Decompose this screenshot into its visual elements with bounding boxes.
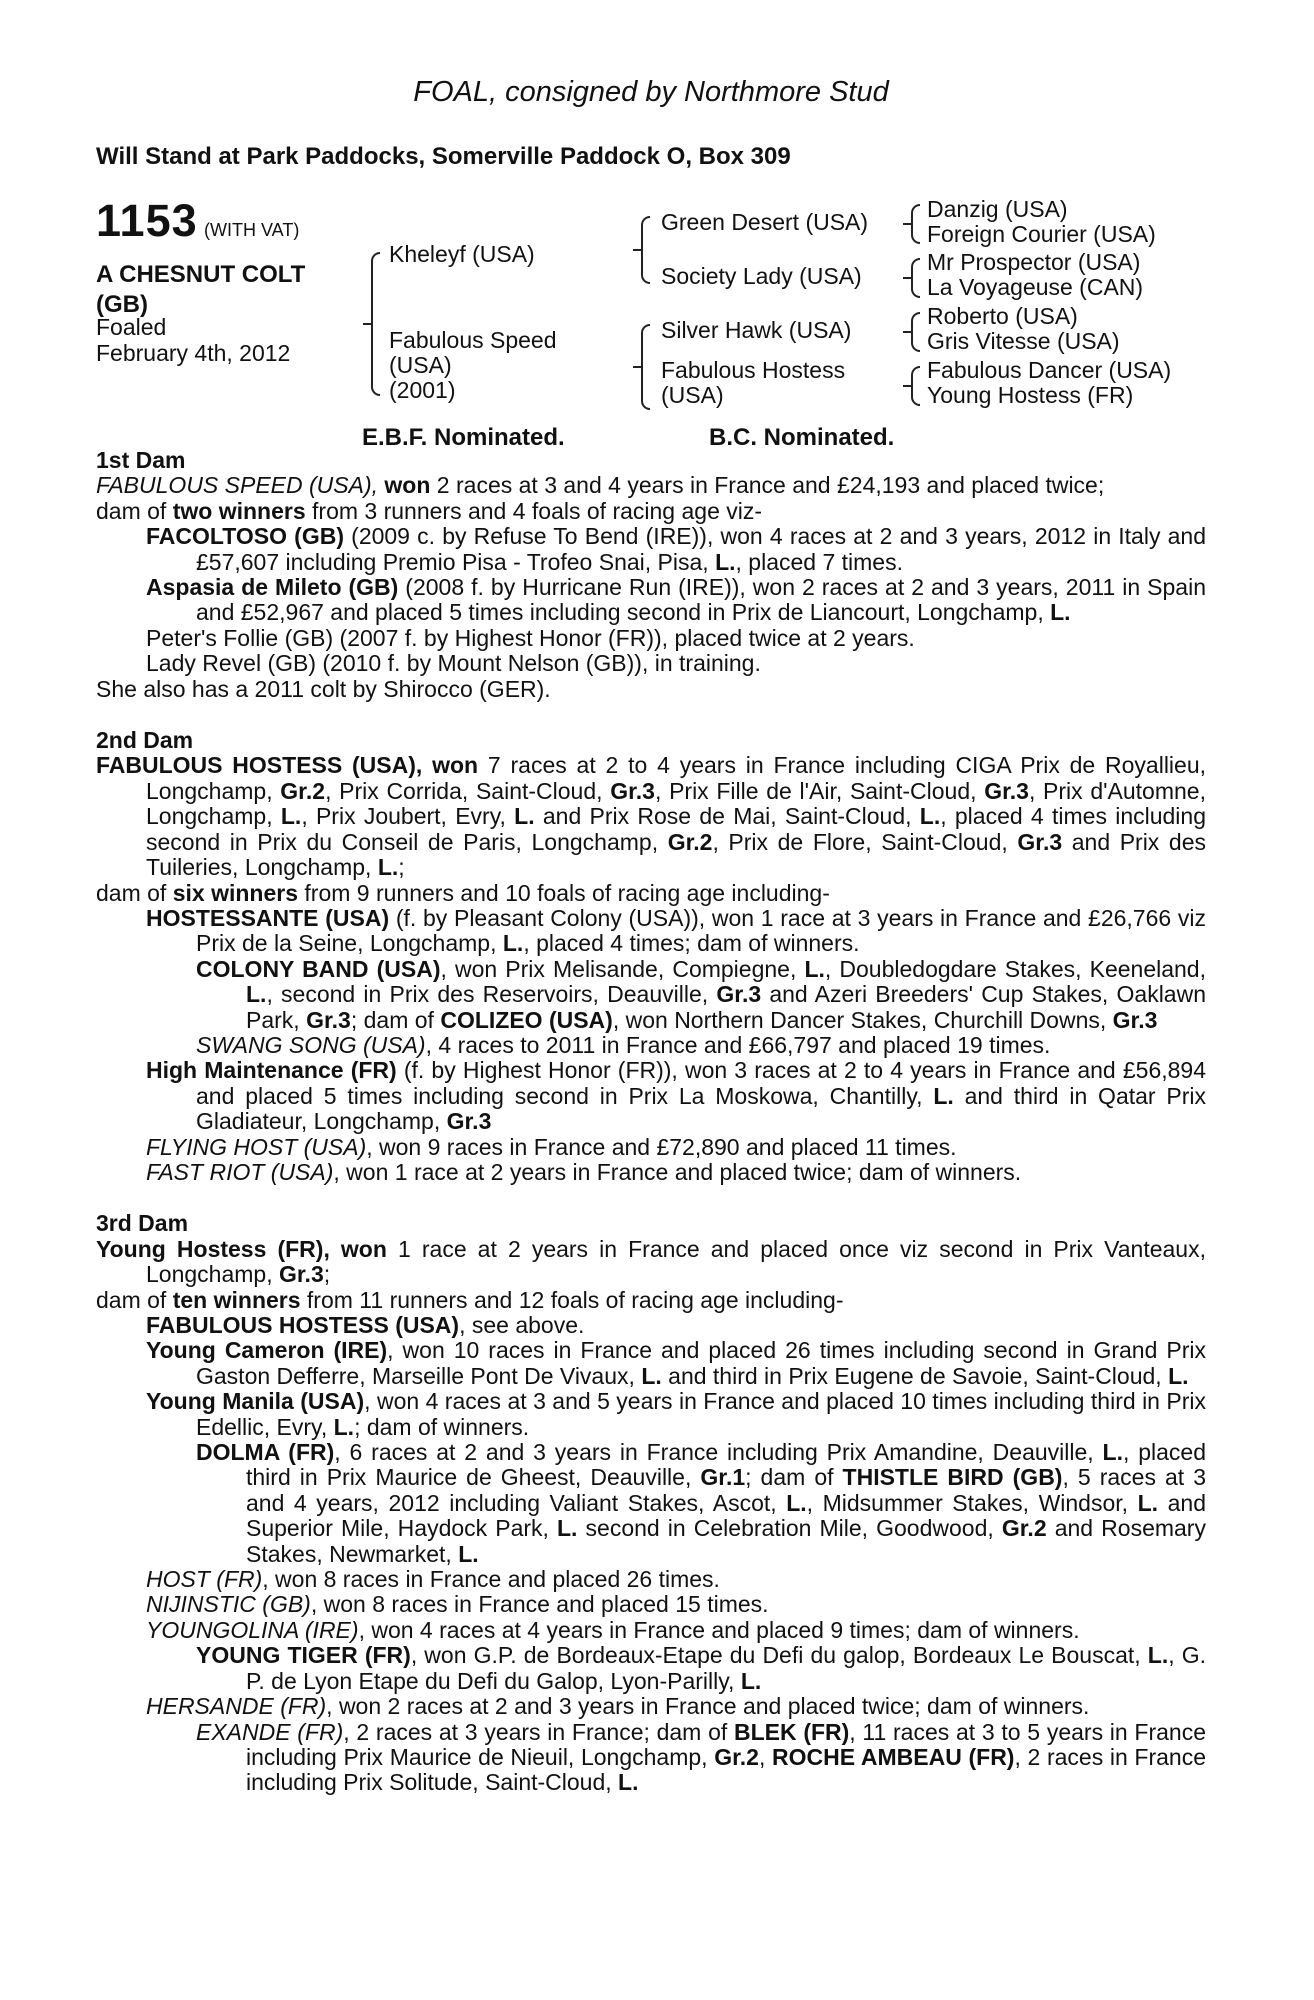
lot-description-line2: (GB) [96, 291, 148, 318]
produce-hostessante: HOSTESSANTE (USA) (f. by Pleasant Colony (USA)), won 1 race at 3 years in France and £26,766 viz Prix de la Seine, Longchamp, L., placed 4 times; dam of winners. [146, 904, 1206, 957]
produce-swang-song: SWANG SONG (USA), 4 races to 2011 in France and £66,797 and placed 19 times. [196, 1031, 1051, 1058]
first-dam-heading: 1st Dam [96, 447, 186, 473]
pedigree-sire-dam: Society Lady (USA) [661, 263, 862, 289]
produce-flying-host: FLYING HOST (USA), won 9 races in France and £72,890 and placed 11 times. [146, 1133, 957, 1160]
produce-hersande: HERSANDE (FR), won 2 races at 2 and 3 years in France and placed twice; dam of winners. [146, 1693, 1090, 1720]
second-dam-heading: 2nd Dam [96, 727, 194, 754]
produce-lady-revel: Lady Revel (GB) (2010 f. by Mount Nelson (GB)), in training. [146, 650, 761, 677]
pedigree-g8: Young Hostess (FR) [927, 382, 1134, 408]
foaled-date: February 4th, 2012 [96, 340, 291, 366]
second-dam-produce-summary: dam of six winners from 9 runners and 10 foals of racing age including- [96, 879, 830, 906]
pedigree-dam-dam [661, 358, 845, 408]
produce-fast-riot: FAST RIOT (USA), won 1 race at 2 years in France and placed twice; dam of winners. [146, 1158, 1022, 1185]
brace-gen1 [371, 252, 380, 396]
pedigree-dam-dam-country: (USA) [661, 382, 724, 408]
bc-nomination: B.C. Nominated. [709, 424, 895, 451]
produce-2011-colt: She also has a 2011 colt by Shirocco (GER). [96, 675, 551, 702]
lot-description-line1: A CHESNUT COLT [96, 261, 306, 288]
pedigree-sire-sire: Green Desert (USA) [661, 209, 869, 235]
third-dam-entry: Young Hostess (FR), won 1 race at 2 years in France and placed once viz second in Prix Vanteaux, Longchamp, Gr.3; [96, 1235, 1206, 1288]
brace-gen3-1 [911, 204, 920, 244]
first-dam-entry: FABULOUS SPEED (USA), won 2 races at 3 and 4 years in France and £24,193 and placed twice; [96, 472, 1105, 499]
pedigree-g1: Danzig (USA) [927, 196, 1068, 222]
pedigree-dam-name: Fabulous Speed [389, 327, 557, 353]
pedigree-dam-country: (USA) [389, 352, 452, 378]
brace-gen3-2 [911, 258, 920, 298]
consignment-title: FOAL, consigned by Northmore Stud [413, 76, 889, 108]
pedigree-dam-dam-name: Fabulous Hostess [661, 357, 846, 383]
pedigree-g7: Fabulous Dancer (USA) [927, 357, 1172, 383]
ebf-nomination: E.B.F. Nominated. [362, 424, 565, 451]
pedigree-g3: Mr Prospector (USA) [927, 249, 1141, 275]
pedigree-dam-sire: Silver Hawk (USA) [661, 317, 852, 343]
brace-gen3-3 [911, 312, 920, 352]
pedigree-sire: Kheleyf (USA) [389, 241, 535, 267]
vat-note: (WITH VAT) [204, 220, 300, 240]
produce-colony-band: COLONY BAND (USA), won Prix Melisande, Compiegne, L., Doubledogdare Stakes, Keeneland, L., second in Prix des Reservoirs, Deauville, Gr.3 and Azeri Breeders' Cup Stakes, Oaklawn Park, Gr.3; dam of COLIZEO (USA), won Northern Dancer Stakes, Churchill Downs, Gr.3 [196, 955, 1206, 1033]
pedigree-g5: Roberto (USA) [927, 303, 1078, 329]
produce-aspasia: Aspasia de Mileto (GB) (2008 f. by Hurricane Run (IRE)), won 2 races at 2 and 3 years, 2011 in Spain and £52,967 and placed 5 times including second in Prix de Liancourt, Longchamp, L. [146, 574, 1206, 626]
produce-young-cameron: Young Cameron (IRE), won 10 races in France and placed 26 times including second in Grand Prix Gaston Defferre, Marseille Pont De Vivaux, L. and third in Prix Eugene de Savoie, Saint-Cloud, L. [146, 1337, 1206, 1389]
foaled-info [96, 314, 290, 366]
produce-young-manila: Young Manila (USA), won 4 races at 3 and 5 years in France and placed 10 times including third in Prix Edellic, Evry, L.; dam of winners. [146, 1388, 1207, 1440]
pedigree-dam [389, 328, 557, 403]
brace-gen2-dam [641, 324, 650, 410]
pedigree-dam-year: (2001) [389, 377, 456, 403]
produce-host: HOST (FR), won 8 races in France and placed 26 times. [146, 1566, 720, 1593]
produce-exande: EXANDE (FR), 2 races at 3 years in France; dam of BLEK (FR), 11 races at 3 to 5 years in France including Prix Maurice de Nieuil, Longchamp, Gr.2, ROCHE AMBEAU (FR), 2 races in France including Prix Solitude, Saint-Cloud, L. [196, 1718, 1206, 1796]
brace-gen2-sire [641, 216, 650, 284]
first-dam-produce-summary: dam of two winners from 3 runners and 4 foals of racing age viz- [96, 497, 763, 524]
produce-peters-follie: Peter's Follie (GB) (2007 f. by Highest Honor (FR)), placed twice at 2 years. [146, 624, 915, 651]
produce-young-tiger: YOUNG TIGER (FR), won G.P. de Bordeaux-Etape du Defi du galop, Bordeaux Le Bouscat, L., G. P. de Lyon Etape du Defi du Galop, Lyon-Parilly, L. [196, 1642, 1206, 1694]
produce-nijinstic: NIJINSTIC (GB), won 8 races in France and placed 15 times. [146, 1591, 769, 1618]
catalogue-body [96, 448, 1206, 1796]
pedigree-g2: Foreign Courier (USA) [927, 221, 1156, 247]
produce-fabulous-hostess: FABULOUS HOSTESS (USA), see above. [146, 1312, 585, 1338]
produce-facoltoso: FACOLTOSO (GB) (2009 c. by Refuse To Bend (IRE)), won 4 races at 2 and 3 years, 2012 in Italy and £57,607 including Premio Pisa - Trofeo Snai, Pisa, L., placed 7 times. [146, 523, 1206, 575]
pedigree-g6: Gris Vitesse (USA) [927, 328, 1120, 354]
third-dam-heading: 3rd Dam [96, 1210, 189, 1237]
pedigree-g4: La Voyageuse (CAN) [927, 274, 1144, 300]
produce-high-maintenance: High Maintenance (FR) (f. by Highest Honor (FR)), won 3 races at 2 to 4 years in France and £56,894 and placed 5 times including second in Prix La Moskowa, Chantilly, L. and third in Qatar Prix Gladiateur, Longchamp, Gr.3 [146, 1057, 1207, 1135]
third-dam-produce-summary: dam of ten winners from 11 runners and 12 foals of racing age including- [96, 1286, 844, 1313]
pedigree-block [96, 195, 1206, 451]
second-dam-entry: FABULOUS HOSTESS (USA), won 7 races at 2 to 4 years in France including CIGA Prix de Royallieu, Longchamp, Gr.2, Prix Corrida, Saint-Cloud, Gr.3, Prix Fille de l'Air, Saint-Cloud, Gr.3, Prix d'Automne, Longchamp, L., Prix Joubert, Evry, L. and Prix Rose de Mai, Saint-Cloud, L., placed 4 times including second in Prix du Conseil de Paris, Longchamp, Gr.2, Prix de Flore, Saint-Cloud, Gr.3 and Prix des Tuileries, Longchamp, L.; [96, 752, 1207, 881]
lot-number: 1153 [96, 195, 198, 246]
produce-dolma: DOLMA (FR), 6 races at 2 and 3 years in France including Prix Amandine, Deauville, L., placed third in Prix Maurice de Gheest, Deauville, Gr.1; dam of THISTLE BIRD (GB), 5 races at 3 and 4 years, 2012 including Valiant Stakes, Ascot, L., Midsummer Stakes, Windsor, L. and Superior Mile, Haydock Park, L. second in Celebration Mile, Goodwood, Gr.2 and Rosemary Stakes, Newmarket, L. [196, 1439, 1206, 1567]
produce-youngolina: YOUNGOLINA (IRE), won 4 races at 4 years in France and placed 9 times; dam of winners. [146, 1616, 1080, 1643]
lot-description [96, 260, 305, 320]
stand-location: Will Stand at Park Paddocks, Somerville Paddock O, Box 309 [96, 143, 791, 170]
lot-number-line [96, 195, 300, 246]
brace-gen3-4 [911, 366, 920, 406]
foaled-label: Foaled [96, 314, 167, 340]
